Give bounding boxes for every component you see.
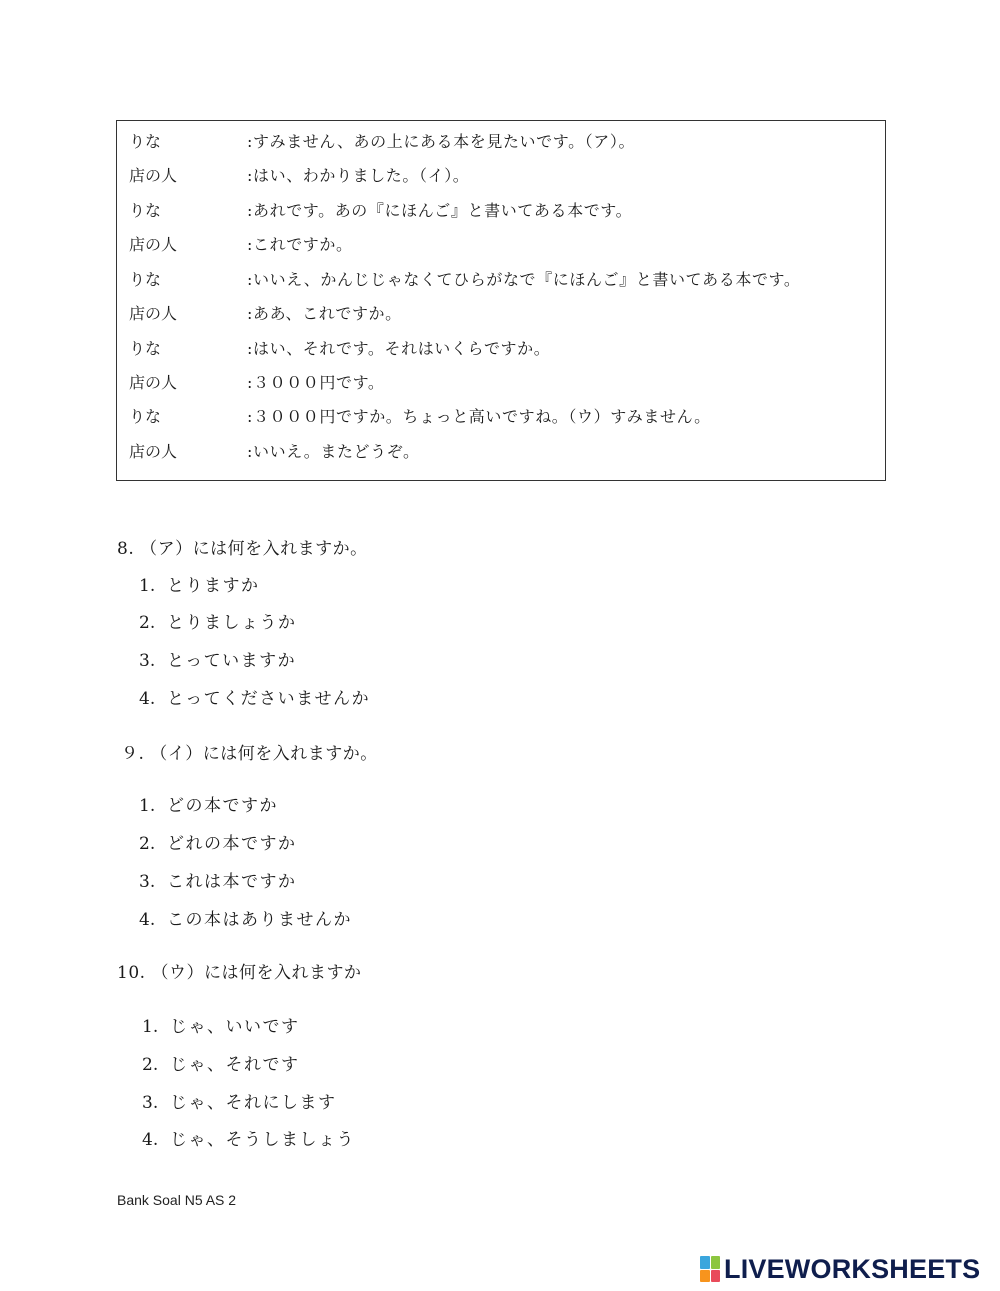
utterance: :これですか。 <box>247 235 353 254</box>
option-number: 1. <box>142 1017 159 1037</box>
option-number: 3. <box>139 651 156 671</box>
option-text: これは本ですか <box>167 872 297 892</box>
option-text: とってくださいませんか <box>167 689 371 709</box>
option-number: 2. <box>139 834 156 854</box>
option-text: じゃ、それにします <box>170 1093 337 1113</box>
speaker: 店の人 <box>129 442 178 461</box>
option-number: 3. <box>142 1093 159 1113</box>
dialogue-line <box>129 161 469 191</box>
answer-option[interactable] <box>139 609 297 637</box>
speaker: りな <box>129 407 162 426</box>
speaker: りな <box>129 132 162 151</box>
option-number: 3. <box>139 872 156 892</box>
option-number: 2. <box>139 613 156 633</box>
logo-block <box>700 1256 710 1269</box>
option-text: どの本ですか <box>167 796 278 816</box>
option-number: 1. <box>139 576 156 596</box>
answer-option[interactable] <box>139 572 260 600</box>
question-prompt: 10. （ウ）には何を入れますか <box>117 963 362 983</box>
option-text: とりましょうか <box>167 613 297 633</box>
logo-block <box>711 1270 721 1283</box>
dialogue-line <box>129 368 385 398</box>
utterance: :はい、それです。それはいくらですか。 <box>247 339 551 358</box>
speaker: りな <box>129 201 162 220</box>
utterance: :すみません、あの上にある本を見たいです。（ア）。 <box>247 132 636 151</box>
answer-option[interactable] <box>142 1051 300 1079</box>
dialogue-box <box>116 120 886 481</box>
liveworksheets-logo-icon <box>700 1256 720 1282</box>
brand-watermark[interactable] <box>700 1254 980 1284</box>
utterance: :３０００円ですか。ちょっと高いですね。（ウ）すみません。 <box>247 407 711 426</box>
dialogue-line <box>129 334 550 364</box>
speaker: 店の人 <box>129 373 178 392</box>
utterance: :いいえ。またどうぞ。 <box>247 442 420 461</box>
option-text: この本はありませんか <box>167 910 352 930</box>
option-text: どれの本ですか <box>167 834 297 854</box>
option-text: じゃ、いいです <box>170 1017 300 1037</box>
footer-label: Bank Soal N5 AS 2 <box>117 1192 237 1208</box>
dialogue-line <box>129 265 800 295</box>
option-text: じゃ、それです <box>170 1055 300 1075</box>
option-number: 2. <box>142 1055 159 1075</box>
answer-option[interactable] <box>139 647 296 675</box>
option-text: じゃ、そうしましょう <box>170 1130 355 1150</box>
answer-option[interactable] <box>139 830 297 858</box>
answer-option[interactable] <box>139 685 370 713</box>
speaker: 店の人 <box>129 166 178 185</box>
option-number: 4. <box>139 689 156 709</box>
utterance: :いいえ、かんじじゃなくてひらがなで『にほんご』と書いてある本です。 <box>247 270 801 289</box>
dialogue-line <box>129 299 402 329</box>
logo-block <box>700 1270 710 1283</box>
speaker: 店の人 <box>129 304 178 323</box>
dialogue-line <box>129 437 420 467</box>
dialogue-line <box>129 127 635 157</box>
question-prompt: ９. （イ）には何を入れますか。 <box>121 744 378 764</box>
utterance: :あれです。あの『にほんご』と書いてある本です。 <box>247 201 633 220</box>
speaker: 店の人 <box>129 235 178 254</box>
speaker: りな <box>129 270 162 289</box>
answer-option[interactable] <box>142 1013 300 1041</box>
dialogue-line <box>129 196 632 226</box>
answer-option[interactable] <box>142 1126 355 1154</box>
dialogue-line <box>129 402 711 432</box>
answer-option[interactable] <box>139 792 278 820</box>
answer-option[interactable] <box>139 906 352 934</box>
utterance: :３０００円です。 <box>247 373 385 392</box>
option-text: とりますか <box>167 576 260 596</box>
utterance: :ああ、これですか。 <box>247 304 402 323</box>
answer-option[interactable] <box>139 868 297 896</box>
option-number: 1. <box>139 796 156 816</box>
question-prompt: 8. （ア）には何を入れますか。 <box>117 539 368 559</box>
utterance: :はい、わかりました。（イ）。 <box>247 166 470 185</box>
option-number: 4. <box>142 1130 159 1150</box>
logo-block <box>711 1256 721 1269</box>
dialogue-line <box>129 230 353 260</box>
speaker: りな <box>129 339 162 358</box>
option-number: 4. <box>139 910 156 930</box>
option-text: とっていますか <box>167 651 297 671</box>
brand-name: LIVEWORKSHEETS <box>724 1253 981 1284</box>
answer-option[interactable] <box>142 1089 337 1117</box>
